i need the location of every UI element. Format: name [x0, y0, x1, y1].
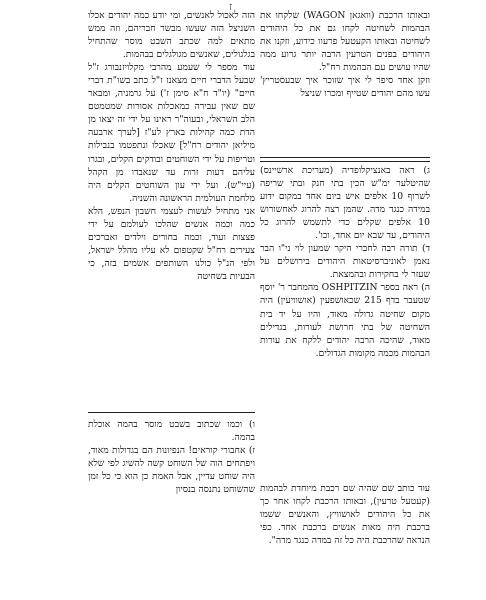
left-column-main-text: הזה לאכול לאנשים, ומי יודע כמה יהודים אכלו השניצל הזה שעשו מבשר חבריהם, וזה ממש מתאים למה שכתב השבט מוסר שהתחיל בגלגולים, שאנשים מגולגלים בבהמות. עוד מספר לי שעמע מהרבי מקלויזנבורג ז"ל שבעל הדברי חיים מצאנז ז"ל כתב בשו"ת דברי חיים" (יו"ד ח"א סימן ז') על גרמניה, ומבאר שם שאין עבירה כמאכלות אסורות שמטמטם הלב השראלי, ובעוה"ר ראינו על ידי זה יצאו מן הדת כמה קהילות בארץ לע"ז [לערך ארבעה מיליאן יהודים רח"ל] שאכלו ונתפטמו בנבילות וטריפות על ידי השוחטים ובודקים הקלים, ובגרו עליהם דעות זרות עד שנאבדו מן הקהל (עיי"ש). ועל ידי עון השוחטים הקלים היה מלחמת העולמית הראשונה והשניה. אני מתחיל לעשות לעצמי חשבון הנפש, הלא כמה וכמה אנשים שהלכו לעולמם על ידי פצצות ועוד, וכמה בחורים וילדים ואברכים צעירים רח"ל שקטפום לא עליו מהלל ישראל, ולפי הנ"ל כולנו השותפים אשמים בזה, כי הבעיות בשחיטה — [88, 10, 255, 282]
footnote-separator — [260, 157, 430, 162]
left-column-notes: ו) וכמו שכתוב בשבט מוסר בהמה אוכלת בהמה. ז) אחבורי קוראים! הנפיונות הם בגדולות מאוד, ויפתחים הוה של השוחט קשה להשיג לפי שלא היה שוחט עדיין, אבל האמת כן הוא כי כל זמן שהשוחט נתנסה בנסיון — [88, 419, 255, 496]
notes-separator — [88, 412, 255, 413]
right-column-footnotes: ג) ראה באנציקלופדיה (מעריכת ארשיינס) שהיטלער ימ"ש הכין בתי חנק ובתי שריפה לשרוף 10 אלפים איש ביום אחד במקום ידוע במידה כנגד מדה. שהמן רצה להרוג לאחשורוש 10 אלפים שקלים כדי לתשמש להרוג כל היהודים, עד שבא יום אחד, וכו'. ד) תורה רבה לחברי היקר שמעון לוי ני"ו הבר נאמן לאוניברסיטאות היהודים בירושלים על שעזר לי בחקירות ובהמצאת. ה) ראה בספר OSHPITZIN מהמחבר ר' יוסף שטעבר בדף 215 שכאושפעין (אושוויעין) היה מקום שחיטה גדולה מאוד, והיו על יד בית השחיטה של בתי חרושת לעורות, בגדילים מאוד, שהיכה הרבה יהודים ללקח את עורות הבהמות מכמה מקומות הגדולים. — [260, 165, 430, 359]
right-column — [260, 9, 430, 100]
right-column-tail-text: עוד כותב שם שהיה שם רכבת מיוחדת לבהמות (קעטעל טרעין), ובאותו הרכבת לקחו אחר כך את כל היהודים לאושוויץ, והאנשים ששמו ברכבת היה מאות אנשים ברכבת אחד. כפי הנראה שהרכבת היה כל זה במדה כנגד מדה". — [260, 483, 430, 547]
page-mark: ז — [229, 0, 233, 13]
right-column-intro-text: ובאותו הרכבת (וואגאן WAGON) שלקחו את הבהמות לשחיטה לקחו גם את כל היהודים לשחיטה ובאותו הקעטעל פרעוו כידוע, וזקנו את היהודים בפנים הטרעין הרבה יותר גרוע ממה שהיו עושים עם הבהמות רח"ל. וזקן אחד סיפר לי איך שזוכר איך שבעסטריץ' עשו מהם יהודים שטייף ומכרו שניצל — [260, 10, 430, 100]
left-column — [88, 9, 255, 282]
